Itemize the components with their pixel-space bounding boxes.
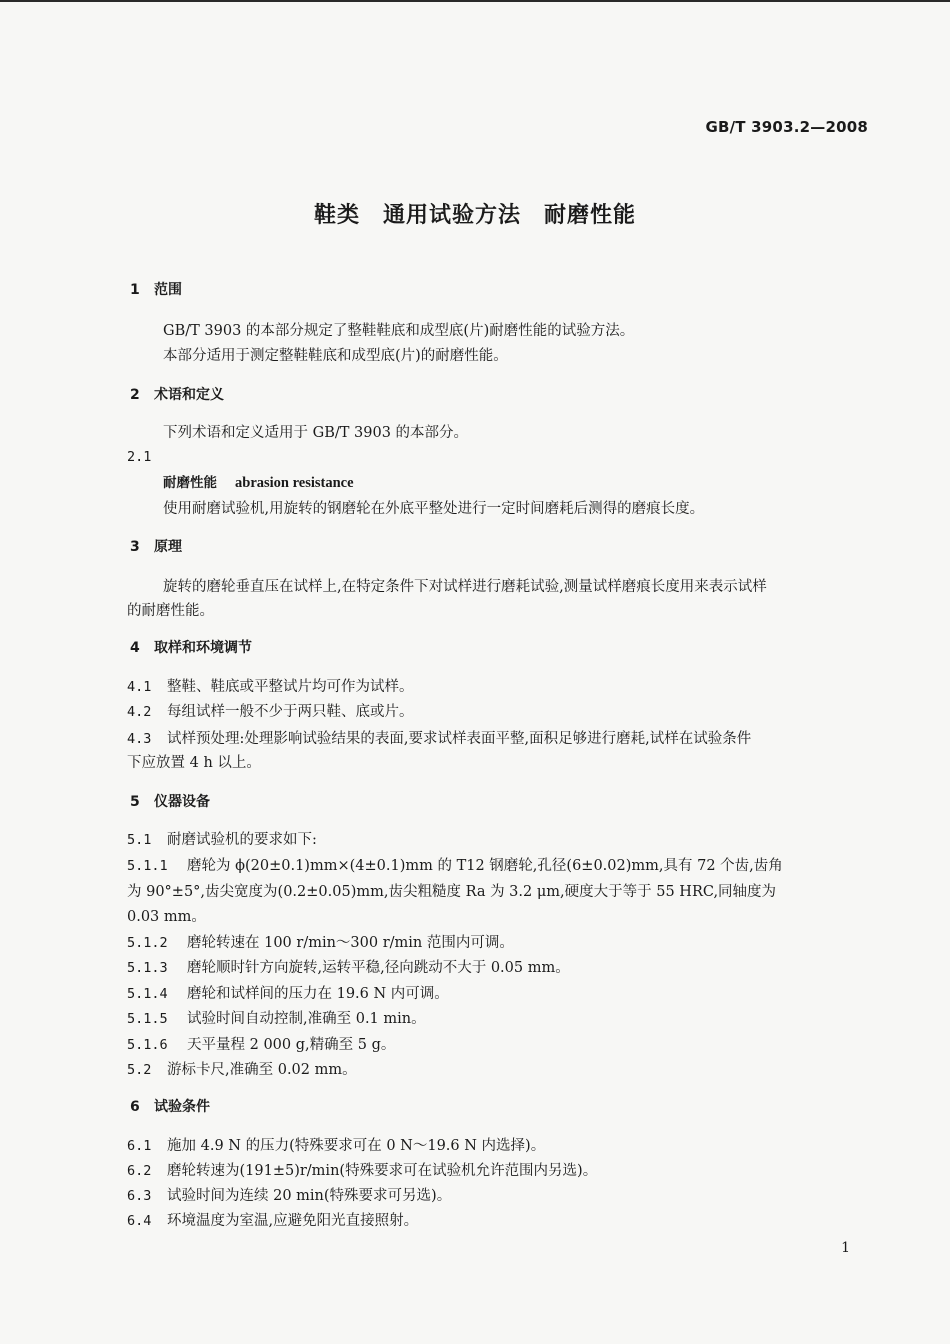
document-title: 鞋类 通用试验方法 耐磨性能	[313, 203, 636, 228]
clause-text: 环境温度为室温,应避免阳光直接照射。	[167, 1213, 419, 1229]
section-2-heading	[130, 385, 224, 405]
clause-text: 试样预处理:处理影响试验结果的表面,要求试样表面平整,面积足够进行磨耗,试样在试验条件	[167, 731, 752, 747]
clause-6-1	[127, 1136, 545, 1156]
clause-number: 5.1.4	[127, 986, 168, 1002]
section-5-heading	[130, 792, 210, 812]
clause-5-1-1	[127, 856, 783, 876]
clause-4-3-continuation: 下应放置 4 h 以上。	[127, 755, 261, 771]
standard-number: GB/T 3903.2—2008	[705, 118, 868, 136]
term-chinese: 耐磨性能	[163, 475, 217, 491]
clause-number: 5.1.5	[127, 1011, 168, 1027]
section-3-heading	[130, 537, 182, 557]
clause-number: 5.2	[127, 1062, 152, 1078]
clause-number: 5.1.1	[127, 858, 168, 874]
section-6-heading	[130, 1097, 210, 1117]
clause-number: 5.1.2	[127, 935, 168, 951]
term-english: abrasion resistance	[235, 475, 354, 491]
section-number: 5	[130, 794, 140, 810]
clause-text: 游标卡尺,准确至 0.02 mm。	[167, 1062, 357, 1078]
clause-text: 磨轮和试样间的压力在 19.6 N 内可调。	[187, 986, 449, 1002]
clause-text: 磨轮转速为(191±5)r/min(特殊要求可在试验机允许范围内另选)。	[167, 1163, 598, 1179]
section-1-paragraph-2: 本部分适用于测定整鞋鞋底和成型底(片)的耐磨性能。	[163, 348, 508, 364]
clause-number: 4.3	[127, 731, 152, 747]
section-3-paragraph-line-2: 的耐磨性能。	[127, 603, 214, 619]
clause-number: 4.1	[127, 679, 152, 695]
section-number: 6	[130, 1099, 140, 1115]
clause-number: 6.2	[127, 1163, 152, 1179]
term-definition: 使用耐磨试验机,用旋转的钢磨轮在外底平整处进行一定时间磨耗后测得的磨痕长度。	[163, 501, 705, 517]
section-4-heading	[130, 638, 252, 658]
section-1-heading	[130, 280, 182, 300]
section-title: 范围	[154, 282, 182, 298]
clause-5-1-3	[127, 958, 570, 978]
clause-5-1-1-line-2: 为 90°±5°,齿尖宽度为(0.2±0.05)mm,齿尖粗糙度 Ra 为 3.2 μm,硬度大于等于 55 HRC,同轴度为	[127, 884, 777, 900]
clause-number: 4.2	[127, 704, 152, 720]
clause-text: 每组试样一般不少于两只鞋、底或片。	[167, 704, 414, 720]
section-1-paragraph-1: GB/T 3903 的本部分规定了整鞋鞋底和成型底(片)耐磨性能的试验方法。	[163, 323, 635, 339]
section-number: 4	[130, 640, 140, 656]
clause-number: 5.1.3	[127, 960, 168, 976]
clause-text: 施加 4.9 N 的压力(特殊要求可在 0 N～19.6 N 内选择)。	[167, 1138, 546, 1154]
clause-5-1-1-line-3: 0.03 mm。	[127, 909, 206, 925]
section-3-paragraph-line-1: 旋转的磨轮垂直压在试样上,在特定条件下对试样进行磨耗试验,测量试样磨痕长度用来表示试样	[163, 579, 767, 595]
clause-2-1-number: 2.1	[127, 449, 152, 465]
clause-4-2	[127, 702, 414, 722]
clause-5-1-4	[127, 984, 449, 1004]
clause-5-1-2	[127, 933, 514, 953]
page-number: 1	[841, 1240, 850, 1256]
clause-text: 磨轮转速在 100 r/min～300 r/min 范围内可调。	[187, 935, 514, 951]
section-title: 取样和环境调节	[154, 640, 252, 656]
clause-4-3	[127, 729, 751, 749]
clause-4-1	[127, 677, 414, 697]
section-number: 1	[130, 282, 140, 298]
clause-number: 6.1	[127, 1138, 152, 1154]
section-number: 2	[130, 387, 140, 403]
clause-text: 耐磨试验机的要求如下:	[167, 832, 317, 848]
clause-text: 天平量程 2 000 g,精确至 5 g。	[187, 1037, 396, 1053]
clause-text: 试验时间自动控制,准确至 0.1 min。	[187, 1011, 426, 1027]
clause-text: 整鞋、鞋底或平整试片均可作为试样。	[167, 679, 414, 695]
section-title: 仪器设备	[154, 794, 210, 810]
clause-number: 5.1	[127, 832, 152, 848]
clause-number: 6.3	[127, 1188, 152, 1204]
section-number: 3	[130, 539, 140, 555]
clause-number: 5.1.6	[127, 1037, 168, 1053]
section-2-paragraph-1: 下列术语和定义适用于 GB/T 3903 的本部分。	[163, 425, 469, 441]
clause-5-1-5	[127, 1009, 426, 1029]
clause-5-1-6	[127, 1035, 395, 1055]
section-title: 原理	[154, 539, 182, 555]
clause-6-3	[127, 1186, 451, 1206]
clause-text: 试验时间为连续 20 min(特殊要求可另选)。	[167, 1188, 452, 1204]
clause-5-1	[127, 830, 317, 850]
clause-6-2	[127, 1161, 597, 1181]
clause-number: 6.4	[127, 1213, 152, 1229]
clause-6-4	[127, 1211, 418, 1231]
clause-5-2	[127, 1060, 357, 1080]
section-title: 试验条件	[154, 1099, 210, 1115]
scan-top-edge	[0, 0, 950, 2]
clause-text: 磨轮为 ϕ(20±0.1)mm×(4±0.1)mm 的 T12 钢磨轮,孔径(6±0.02)mm,具有 72 个齿,齿角	[187, 858, 783, 874]
term-entry	[163, 473, 354, 493]
clause-text: 磨轮顺时针方向旋转,运转平稳,径向跳动不大于 0.05 mm。	[187, 960, 570, 976]
section-title: 术语和定义	[154, 387, 224, 403]
